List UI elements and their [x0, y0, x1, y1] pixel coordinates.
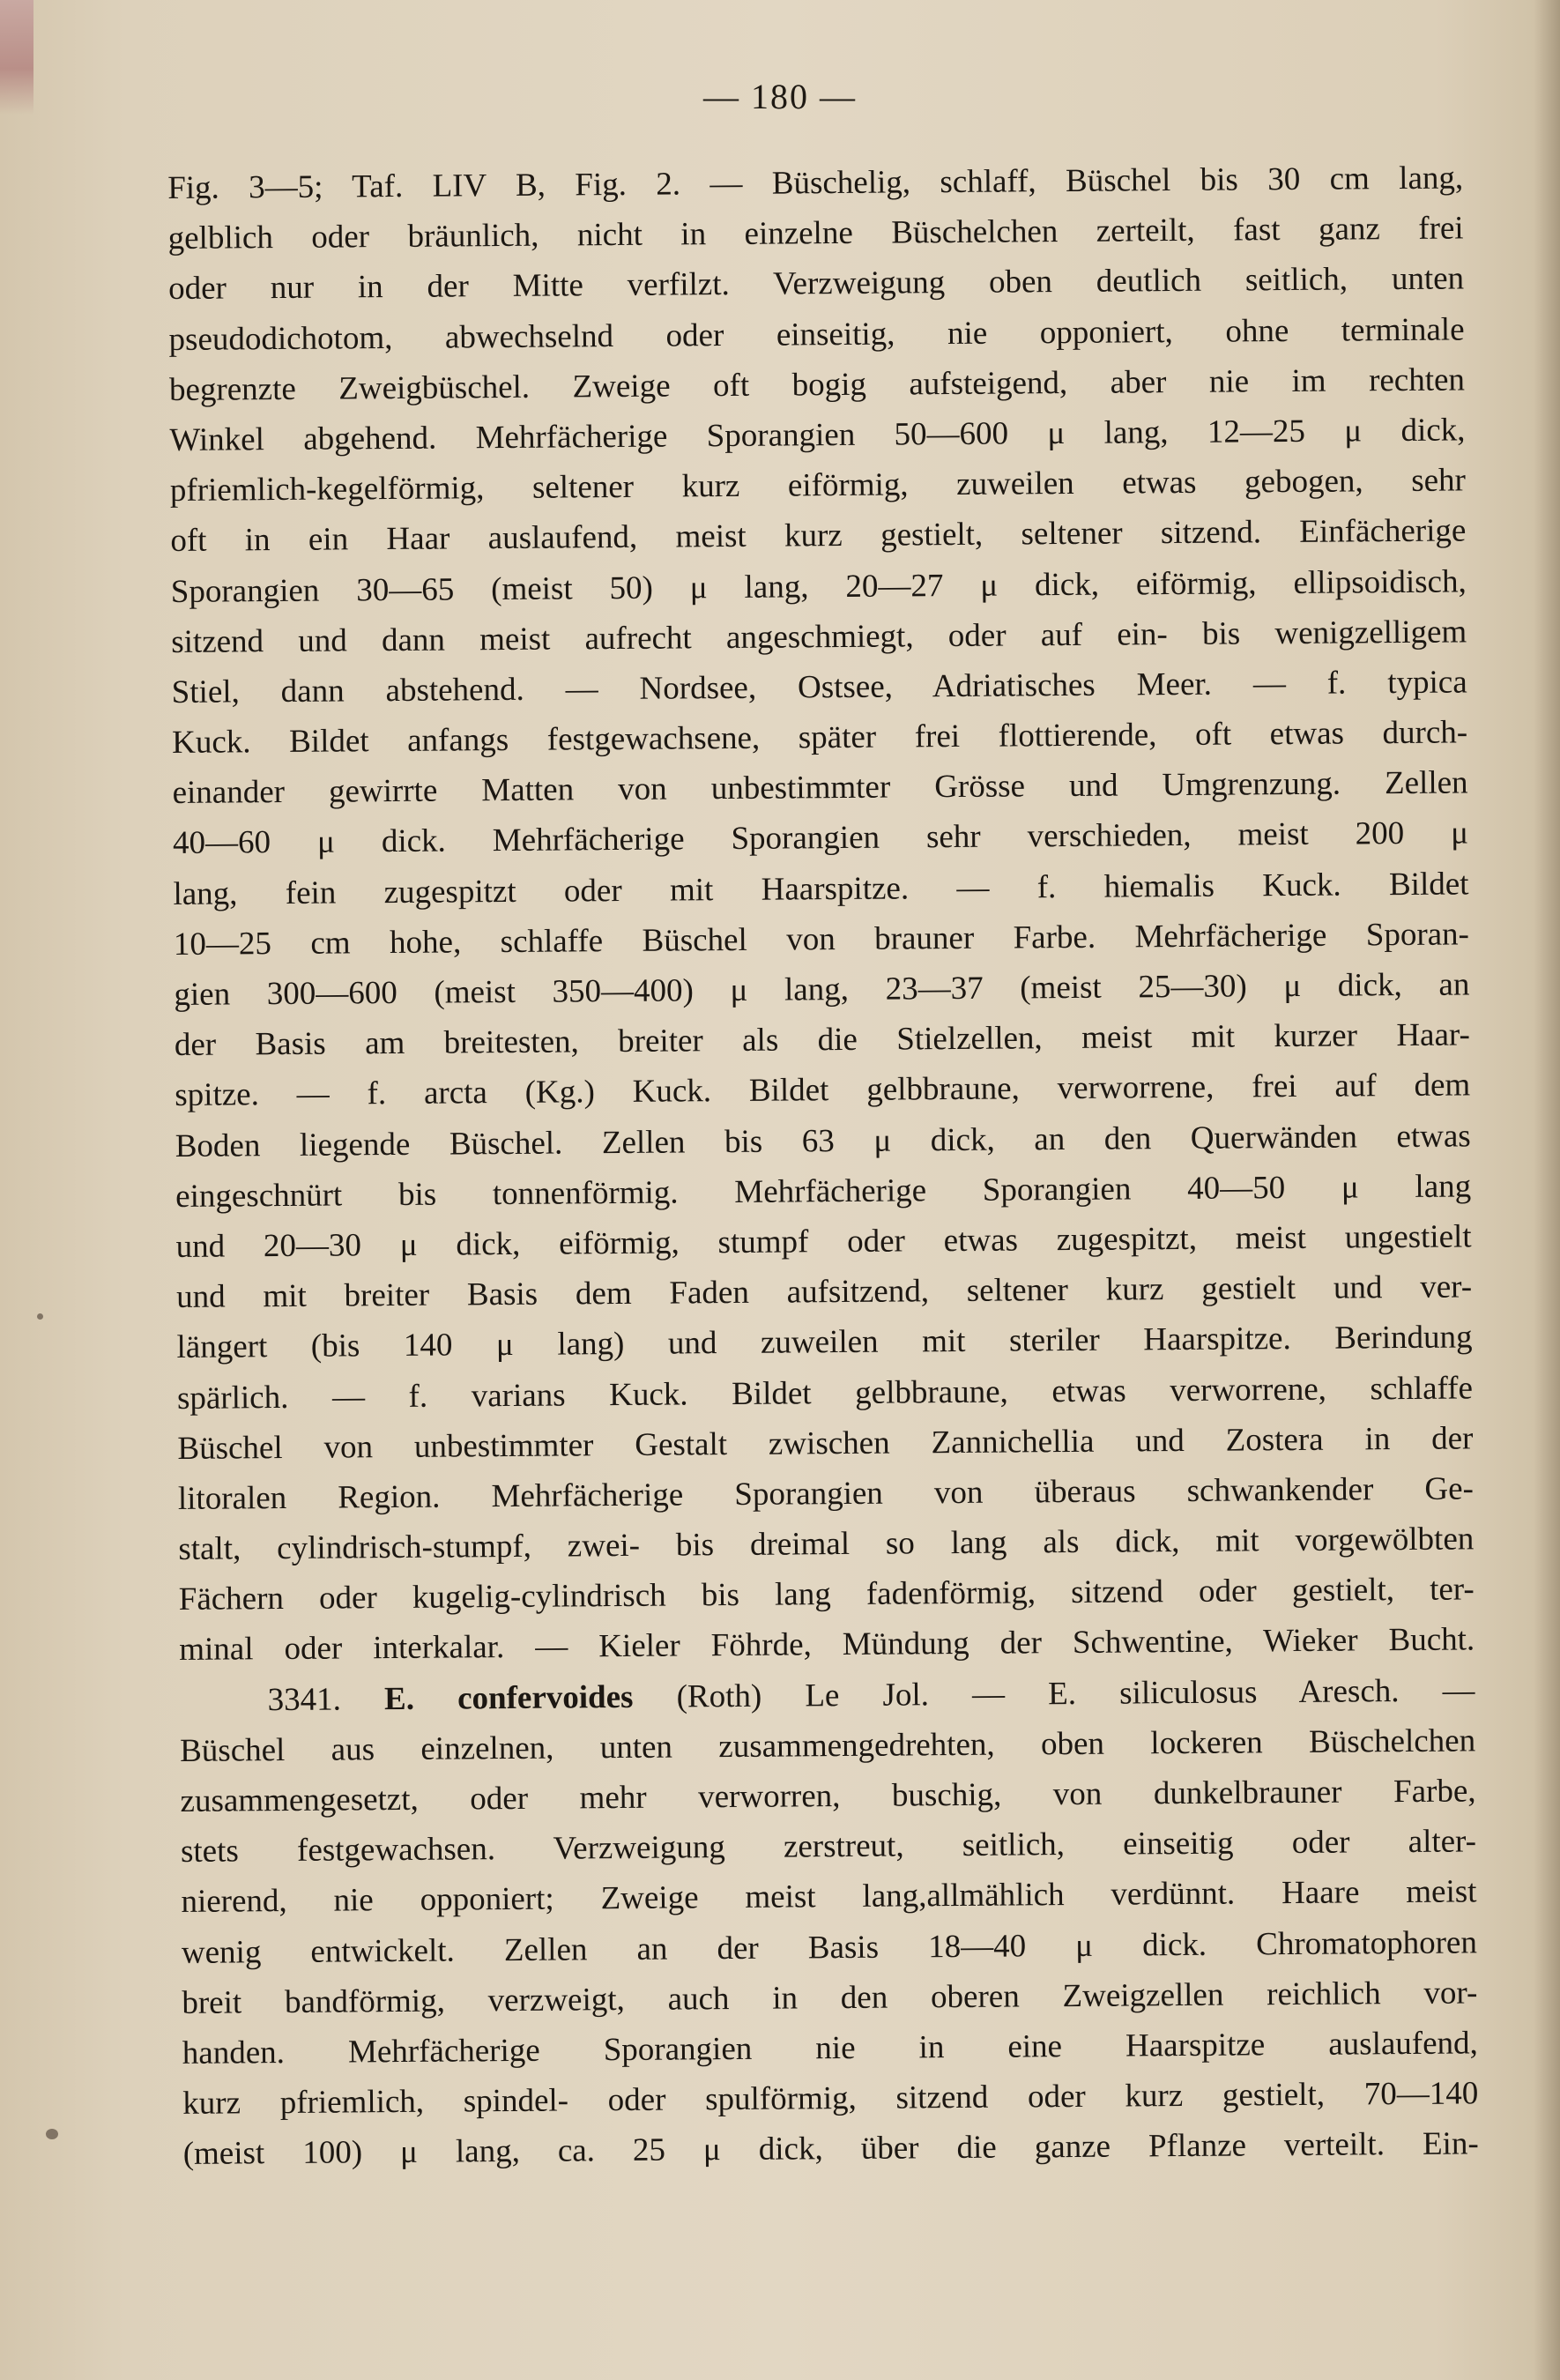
- text-line: breit bandförmig, verzweigt, auch in den oberen Zweigzellen reichlich vor-: [182, 1975, 1478, 2021]
- text-line: Stiel, dann abstehend. — Nordsee, Ostsee, Adriatisches Meer. — f. typica: [171, 664, 1467, 710]
- page-number: — 180 —: [703, 77, 857, 116]
- text-line: (meist 100) μ lang, ca. 25 μ dick, über die ganze Pflanze verteilt. Ein-: [182, 2125, 1479, 2173]
- text-line: begrenzte Zweigbüschel. Zweige oft bogig aufsteigend, aber nie im rechten: [168, 361, 1466, 408]
- species-authority: (Roth) Le Jol. — E. siliculosus Aresch. —: [676, 1672, 1475, 1715]
- text-line: stalt, cylindrisch-stumpf, zwei- bis dreimal so lang als dick, mit vorgewölbten: [178, 1521, 1475, 1568]
- text-line: spärlich. — f. varians Kuck. Bildet gelbbraune, etwas verworrene, schlaffe: [176, 1369, 1474, 1417]
- text-line: stets festgewachsen. Verzweigung zerstreut, seitlich, einseitig oder alter-: [180, 1823, 1477, 1871]
- text-line: oft in ein Haar auslaufend, meist kurz gestielt, seltener sitzend. Einfächerige: [170, 512, 1467, 560]
- ink-spot: [37, 1313, 43, 1320]
- text-line: Fig. 3—5; Taf. LIV B, Fig. 2. — Büschelig, schlaff, Büschel bis 30 cm lang,: [167, 160, 1464, 206]
- text-line: Boden liegende Büschel. Zellen bis 63 μ dick, an den Querwänden etwas: [175, 1117, 1471, 1164]
- text-line: nierend, nie opponiert; Zweige meist lang,allmählich verdünnt. Haare meist: [181, 1873, 1477, 1921]
- text-line: spitze. — f. arcta (Kg.) Kuck. Bildet gelbbraune, verworrene, frei auf dem: [175, 1067, 1471, 1114]
- text-line: Büschel aus einzelnen, unten zusammengedrehten, oben lockeren Büschelchen: [179, 1722, 1476, 1769]
- text-line: oder nur in der Mitte verfilzt. Verzweigung oben deutlich seitlich, unten: [167, 260, 1465, 308]
- text-line: lang, fein zugespitzt oder mit Haarspitze. — f. hiemalis Kuck. Bildet: [173, 866, 1469, 912]
- text-line: 40—60 μ dick. Mehrfächerige Sporangien sehr verschieden, meist 200 μ: [172, 814, 1469, 862]
- text-line: pfriemlich-kegelförmig, seltener kurz eiförmig, zuweilen etwas gebogen, sehr: [169, 462, 1467, 509]
- text-line: pseudodichotom, abwechselnd oder einseitig, nie opponiert, ohne terminale: [168, 311, 1465, 358]
- text-line: längert (bis 140 μ lang) und zuweilen mit steriler Haarspitze. Berindung: [176, 1319, 1473, 1366]
- ink-spot: [46, 2129, 58, 2139]
- text-line: der Basis am breitesten, breiter als die Stielzellen, meist mit kurzer Haar-: [174, 1016, 1470, 1064]
- text-line: Kuck. Bildet anfangs festgewachsene, später frei flottierende, oft etwas durch-: [172, 714, 1468, 762]
- text-line: und 20—30 μ dick, eiförmig, stumpf oder etwas zugespitzt, meist ungestielt: [175, 1218, 1472, 1265]
- text-line: litoralen Region. Mehrfächerige Sporangien von überaus schwankender Ge-: [177, 1470, 1475, 1517]
- text-line: Fächern oder kugelig-cylindrisch bis lang fadenförmig, sitzend oder gestielt, ter-: [178, 1571, 1475, 1618]
- text-line: Sporangien 30—65 (meist 50) μ lang, 20—27 μ dick, eiförmig, ellipsoidisch,: [170, 562, 1467, 610]
- entry-number: 3341.: [267, 1681, 342, 1718]
- paragraph-1: [167, 152, 1475, 1675]
- text-line: Büschel von unbestimmter Gestalt zwischen Zannichellia und Zostera in der: [177, 1420, 1474, 1467]
- text-line: handen. Mehrfächerige Sporangien nie in eine Haarspitze auslaufend,: [182, 2025, 1478, 2071]
- binding-shadow: [1534, 0, 1560, 2380]
- paragraph-2: [179, 1665, 1478, 2179]
- text-line: gelblich oder bräunlich, nicht in einzelne Büschelchen zerteilt, fast ganz frei: [167, 210, 1464, 257]
- species-name: E. confervoides: [383, 1678, 634, 1717]
- text-line: gien 300—600 (meist 350—400) μ lang, 23—37 (meist 25—30) μ dick, an: [174, 966, 1470, 1013]
- text-line: minal oder interkalar. — Kieler Föhrde, Mündung der Schwentine, Wieker Bucht.: [179, 1621, 1475, 1669]
- text-line: 10—25 cm hohe, schlaffe Büschel von brauner Farbe. Mehrfächerige Sporan-: [173, 916, 1470, 963]
- text-line: eingeschnürt bis tonnenförmig. Mehrfächerige Sporangien 40—50 μ lang: [175, 1168, 1472, 1215]
- page-text: [167, 152, 1479, 2179]
- text-line: sitzend und dann meist aufrecht angeschmiegt, oder auf ein- bis wenigzelligem: [171, 614, 1467, 660]
- text-line: einander gewirrte Matten von unbestimmter Grösse und Umgrenzung. Zellen: [172, 764, 1468, 812]
- text-line: zusammengesetzt, oder mehr verworren, buschig, von dunkelbrauner Farbe,: [180, 1773, 1476, 1819]
- text-line: wenig entwickelt. Zellen an der Basis 18—40 μ dick. Chromatophoren: [181, 1923, 1478, 1971]
- text-line: Winkel abgehend. Mehrfächerige Sporangien 50—600 μ lang, 12—25 μ dick,: [169, 412, 1466, 458]
- text-line: und mit breiter Basis dem Faden aufsitzend, seltener kurz gestielt und ver-: [175, 1268, 1473, 1316]
- text-line: kurz pfriemlich, spindel- oder spulförmig, sitzend oder kurz gestielt, 70—140: [182, 2075, 1479, 2123]
